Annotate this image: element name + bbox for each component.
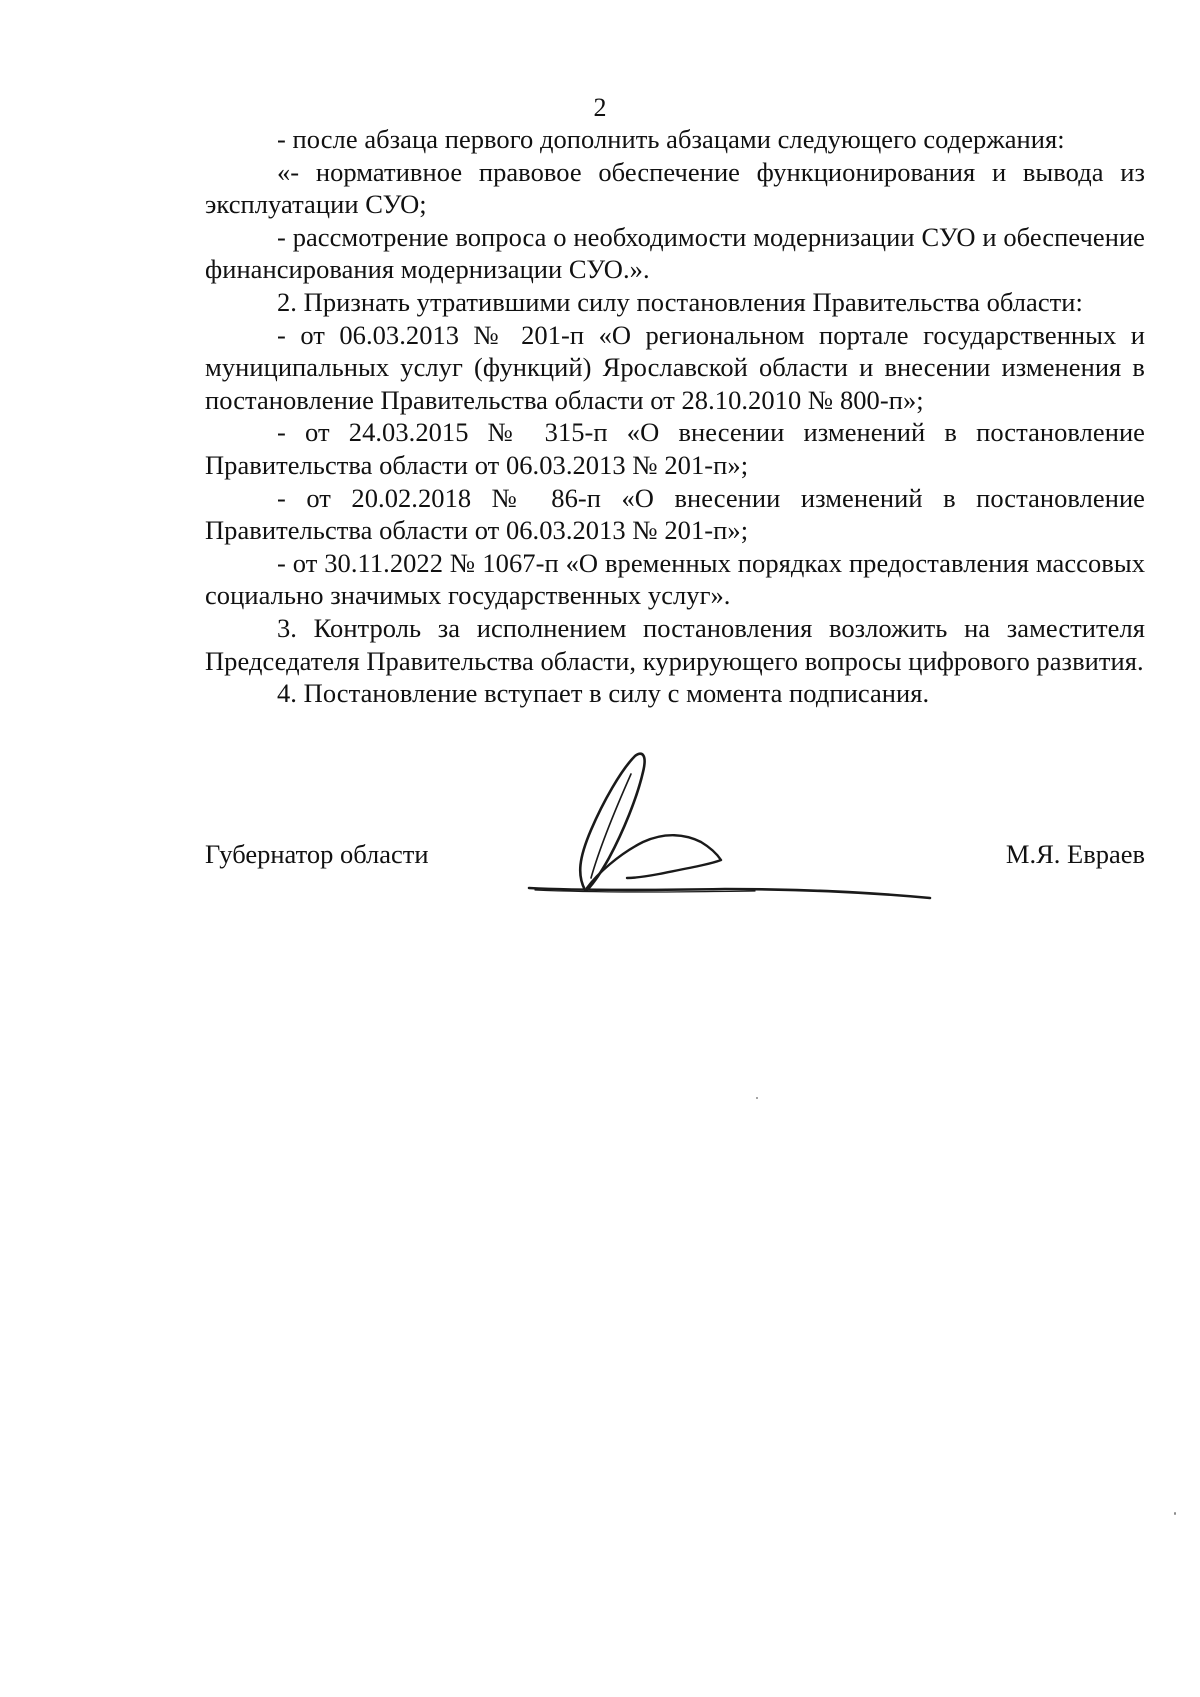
handwritten-signature	[525, 750, 935, 930]
paragraph-add-abzacy: - после абзаца первого дополнить абзацами следующего содержания:	[277, 124, 1065, 154]
paragraph-modernization: - рассмотрение вопроса о необходимости модернизации СУО и обеспечение финансирования модернизации СУО.».	[205, 221, 1145, 285]
document-body	[205, 123, 1145, 710]
scan-speck	[1174, 1512, 1176, 1515]
signatory-position: Губернатор области	[205, 839, 429, 869]
page-number: 2	[593, 93, 607, 122]
paragraph-repeal-2022: - от 30.11.2022 № 1067-п «О временных порядках предоставления массовых социально значимых государственных услуг».	[205, 547, 1145, 611]
paragraph-repeal-2015: - от 24.03.2015 № 315-п «О внесении изменений в постановление Правительства области от 06.03.2013 № 201-п»;	[205, 417, 1145, 480]
paragraph-point-4: 4. Постановление вступает в силу с момента подписания.	[277, 678, 930, 709]
paragraph-normative-support: «- нормативное правовое обеспечение функционирования и вывода из эксплуатации СУО;	[205, 156, 1145, 220]
paragraph-repeal-2013: - от 06.03.2013 № 201-п «О региональном портале государственных и муниципальных услуг (функций) Ярославской области и внесении изменения в постановление Правительства области от 28.10.2010 № 800-п»;	[205, 319, 1145, 415]
paragraph-point-3: 3. Контроль за исполнением постановления возложить на заместителя Председателя Правительства области, курирующего вопросы цифрового развития.	[205, 612, 1145, 676]
signatory-name: М.Я. Евраев	[1005, 839, 1145, 869]
scan-speck	[756, 1097, 758, 1099]
paragraph-point-2: 2. Признать утратившими силу постановления Правительства области:	[277, 286, 1083, 317]
paragraph-repeal-2018: - от 20.02.2018 № 86-п «О внесении изменений в постановление Правительства области от 06.03.2013 № 201-п»;	[205, 482, 1145, 546]
